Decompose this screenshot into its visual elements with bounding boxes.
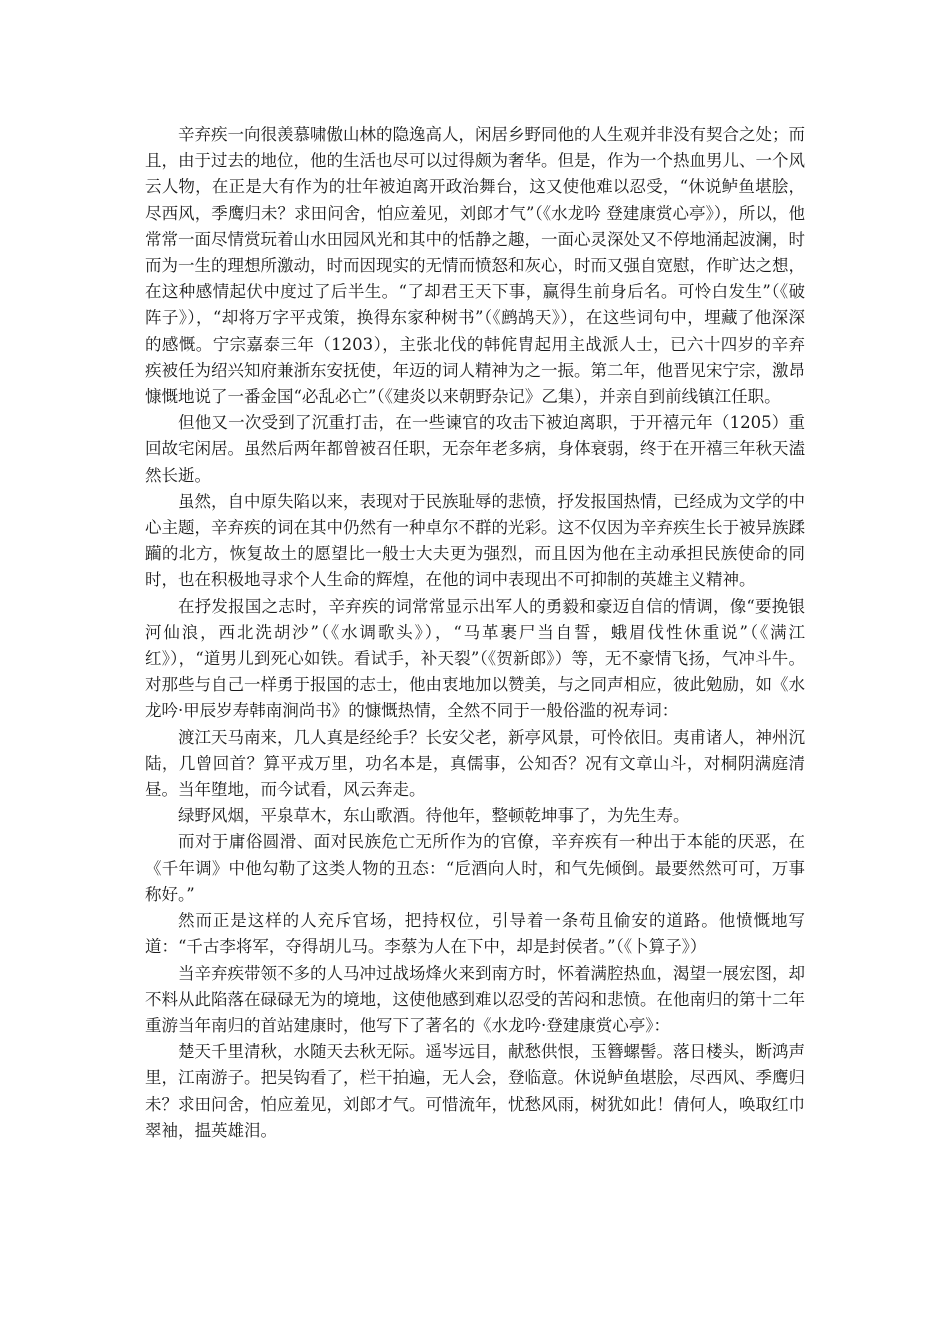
document-page [145,122,805,1144]
quoted-poem-paragraph: 渡江天马南来，几人真是经纶手？长安父老，新亭风景，可怜依旧。夷甫诸人，神州沉陆，几曾回首？算平戎万里，功名本是，真儒事，公知否？况有文章山斗，对桐阴满庭清昼。当年堕地，而今试看，风云奔走。 [145,727,805,800]
paragraph: 但他又一次受到了沉重打击，在一些谏官的攻击下被迫离职，于开禧元年（1205）重回故宅闲居。虽然后两年都曾被召任职，无奈年老多病，身体衰弱，终于在开禧三年秋天溘然长逝。 [145,413,805,485]
paragraph: 在抒发报国之志时，辛弃疾的词常常显示出军人的勇毅和豪迈自信的情调，像“要挽银河仙浪，西北洗胡沙”（《水调歌头》），“马革裹尸当自誓，蛾眉伐性休重说”（《满江红》），“道男儿到死心如铁。看试手，补天裂”（《贺新郎》）等，无不豪情飞扬，气冲斗牛。对那些与自己一样勇于报国的志士，他由衷地加以赞美，与之同声相应，彼此勉励，如《水龙吟·甲辰岁寿韩南涧尚书》的慷慨热情，全然不同于一般俗滥的祝寿词： [145,596,805,721]
paragraph: 然而正是这样的人充斥官场，把持权位，引导着一条苟且偷安的道路。他愤慨地写道：“千古李将军，夺得胡儿马。李蔡为人在下中，却是封侯者。”（《卜算子》） [145,911,805,957]
paragraph: 当辛弃疾带领不多的人马冲过战场烽火来到南方时，怀着满腔热血，渴望一展宏图，却不料从此陷落在碌碌无为的境地，这使他感到难以忍受的苦闷和悲愤。在他南归的第十二年重游当年南归的首站建康时，他写下了著名的《水龙吟·登建康赏心亭》： [145,963,805,1035]
quoted-poem-paragraph: 绿野风烟，平泉草木，东山歌酒。待他年，整顿乾坤事了，为先生寿。 [178,806,690,826]
paragraph: 虽然，自中原失陷以来，表现对于民族耻辱的悲愤，抒发报国热情，已经成为文学的中心主题，辛弃疾的词在其中仍然有一种卓尔不群的光彩。这不仅因为辛弃疾生长于被异族蹂躏的北方，恢复故土的愿望比一般士大夫更为强烈，而且因为他在主动承担民族使命的同时，也在积极地寻求个人生命的辉煌，在他的词中表现出不可抑制的英雄主义精神。 [145,491,805,590]
quoted-poem-paragraph: 楚天千里清秋，水随天去秋无际。遥岑远目，献愁供恨，玉簪螺髻。落日楼头，断鸿声里，江南游子。把吴钩看了，栏干拍遍，无人会，登临意。休说鲈鱼堪脍，尽西风、季鹰归未？求田问舍，怕应羞见，刘郎才气。可惜流年，忧愁风雨，树犹如此！倩何人，唤取红巾翠袖，揾英雄泪。 [145,1042,805,1140]
paragraph: 辛弃疾一向很羡慕啸傲山林的隐逸高人，闲居乡野同他的人生观并非没有契合之处；而且，由于过去的地位，他的生活也尽可以过得颇为奢华。但是，作为一个热血男儿、一个风云人物，在正是大有作为的壮年被迫离开政治舞台，这又使他难以忍受，“休说鲈鱼堪脍，尽西风，季鹰归未？求田问舍，怕应羞见，刘郎才气”（《水龙吟 登建康赏心亭》），所以，他常常一面尽情赏玩着山水田园风光和其中的恬静之趣，一面心灵深处又不停地涌起波澜，时而为一生的理想所激动，时而因现实的无情而愤怒和灰心，时而又强自宽慰，作旷达之想，在这种感情起伏中度过了后半生。“了却君王天下事，赢得生前身后名。可怜白发生”（《破阵子》），“却将万字平戎策，换得东家种树书”（《鹧鸪天》），在这些词句中，埋藏了他深深的感慨。宁宗嘉泰三年（1203），主张北伐的韩侂胄起用主战派人士，已六十四岁的辛弃疾被任为绍兴知府兼浙东安抚使，年迈的词人精神为之一振。第二年，他晋见宋宁宗，激昂慷慨地说了一番金国“必乱必亡”（《建炎以来朝野杂记》乙集），并亲自到前线镇江任职。 [145,125,805,407]
paragraph: 而对于庸俗圆滑、面对民族危亡无所作为的官僚，辛弃疾有一种出于本能的厌恶，在《千年调》中他勾勒了这类人物的丑态：“卮酒向人时，和气先倾倒。最要然然可可，万事称好。” [145,832,805,904]
